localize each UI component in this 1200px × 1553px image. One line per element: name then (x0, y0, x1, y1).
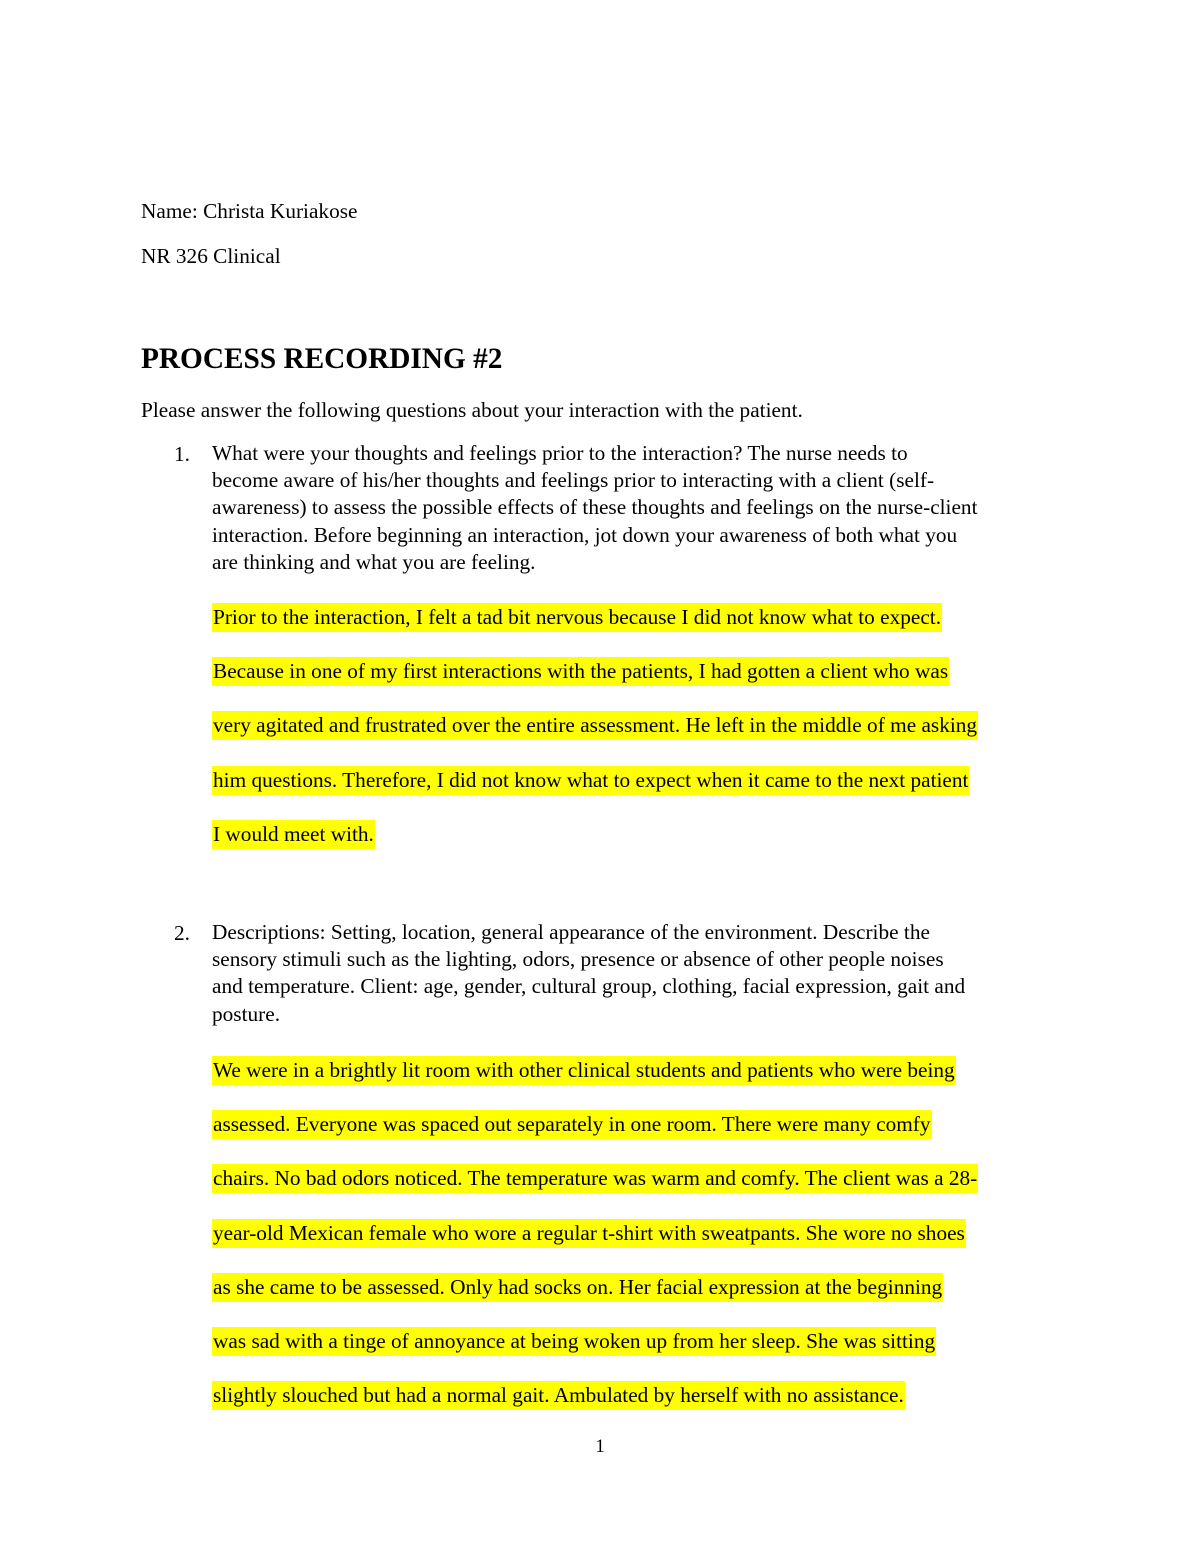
answer-line (212, 1272, 978, 1326)
answer-1-highlighted (212, 602, 978, 873)
highlighted-text: him questions. Therefore, I did not know what to expect when it came to the next patient (212, 766, 969, 795)
highlighted-text: chairs. No bad odors noticed. The temperature was warm and comfy. The client was a 28- (212, 1164, 978, 1193)
answer-line (212, 1109, 978, 1163)
answer-2-highlighted (212, 1055, 978, 1434)
document-title: PROCESS RECORDING #2 (141, 343, 503, 375)
question-line: interaction. Before beginning an interaction, jot down your awareness of both what you (212, 522, 958, 547)
highlighted-text: We were in a brightly lit room with other clinical students and patients who were being (212, 1056, 956, 1085)
question-line: What were your thoughts and feelings prior to the interaction? The nurse needs to (212, 441, 908, 465)
answer-line (212, 656, 978, 710)
answer-line (212, 1055, 978, 1109)
question-line: and temperature. Client: age, gender, cultural group, clothing, facial expression, gait and (212, 974, 966, 999)
highlighted-text: Prior to the interaction, I felt a tad bit nervous because I did not know what to expect. (212, 603, 942, 632)
question-line: awareness) to assess the possible effects of these thoughts and feelings on the nurse-client (212, 495, 978, 520)
question-line: are thinking and what you are feeling. (212, 549, 536, 574)
course-name: NR 326 Clinical (141, 244, 281, 268)
question-line: become aware of his/her thoughts and feelings prior to interacting with a client (self- (212, 468, 935, 493)
answer-line (212, 765, 978, 819)
answer-line (212, 1380, 978, 1434)
question-line: posture. (212, 1001, 281, 1026)
highlighted-text: Because in one of my first interactions with the patients, I had gotten a client who was (212, 657, 949, 686)
highlighted-text: was sad with a tinge of annoyance at being woken up from her sleep. She was sitting (212, 1327, 936, 1356)
answer-line (212, 819, 978, 873)
intro-instructions: Please answer the following questions about your interaction with the patient. (141, 398, 803, 422)
question-2-number: 2. (174, 921, 190, 945)
highlighted-text: assessed. Everyone was spaced out separately in one room. There were many comfy (212, 1110, 932, 1139)
answer-line (212, 602, 978, 656)
highlighted-text: slightly slouched but had a normal gait. Ambulated by herself with no assistance. (212, 1381, 905, 1410)
question-1-number: 1. (174, 442, 190, 466)
student-name: Name: Christa Kuriakose (141, 199, 358, 223)
question-1-text (212, 440, 1072, 576)
answer-line (212, 1163, 978, 1217)
question-line: Descriptions: Setting, location, general appearance of the environment. Describe the (212, 920, 930, 944)
answer-line (212, 1218, 978, 1272)
answer-line (212, 1326, 978, 1380)
highlighted-text: I would meet with. (212, 820, 375, 849)
answer-line (212, 710, 978, 764)
question-line: sensory stimuli such as the lighting, odors, presence or absence of other people noises (212, 947, 944, 972)
page-number: 1 (595, 1436, 605, 1457)
question-2-text (212, 919, 1072, 1028)
highlighted-text: year-old Mexican female who wore a regular t-shirt with sweatpants. She wore no shoes (212, 1219, 966, 1248)
highlighted-text: as she came to be assessed. Only had socks on. Her facial expression at the beginning (212, 1273, 943, 1302)
highlighted-text: very agitated and frustrated over the entire assessment. He left in the middle of me asking (212, 711, 978, 740)
